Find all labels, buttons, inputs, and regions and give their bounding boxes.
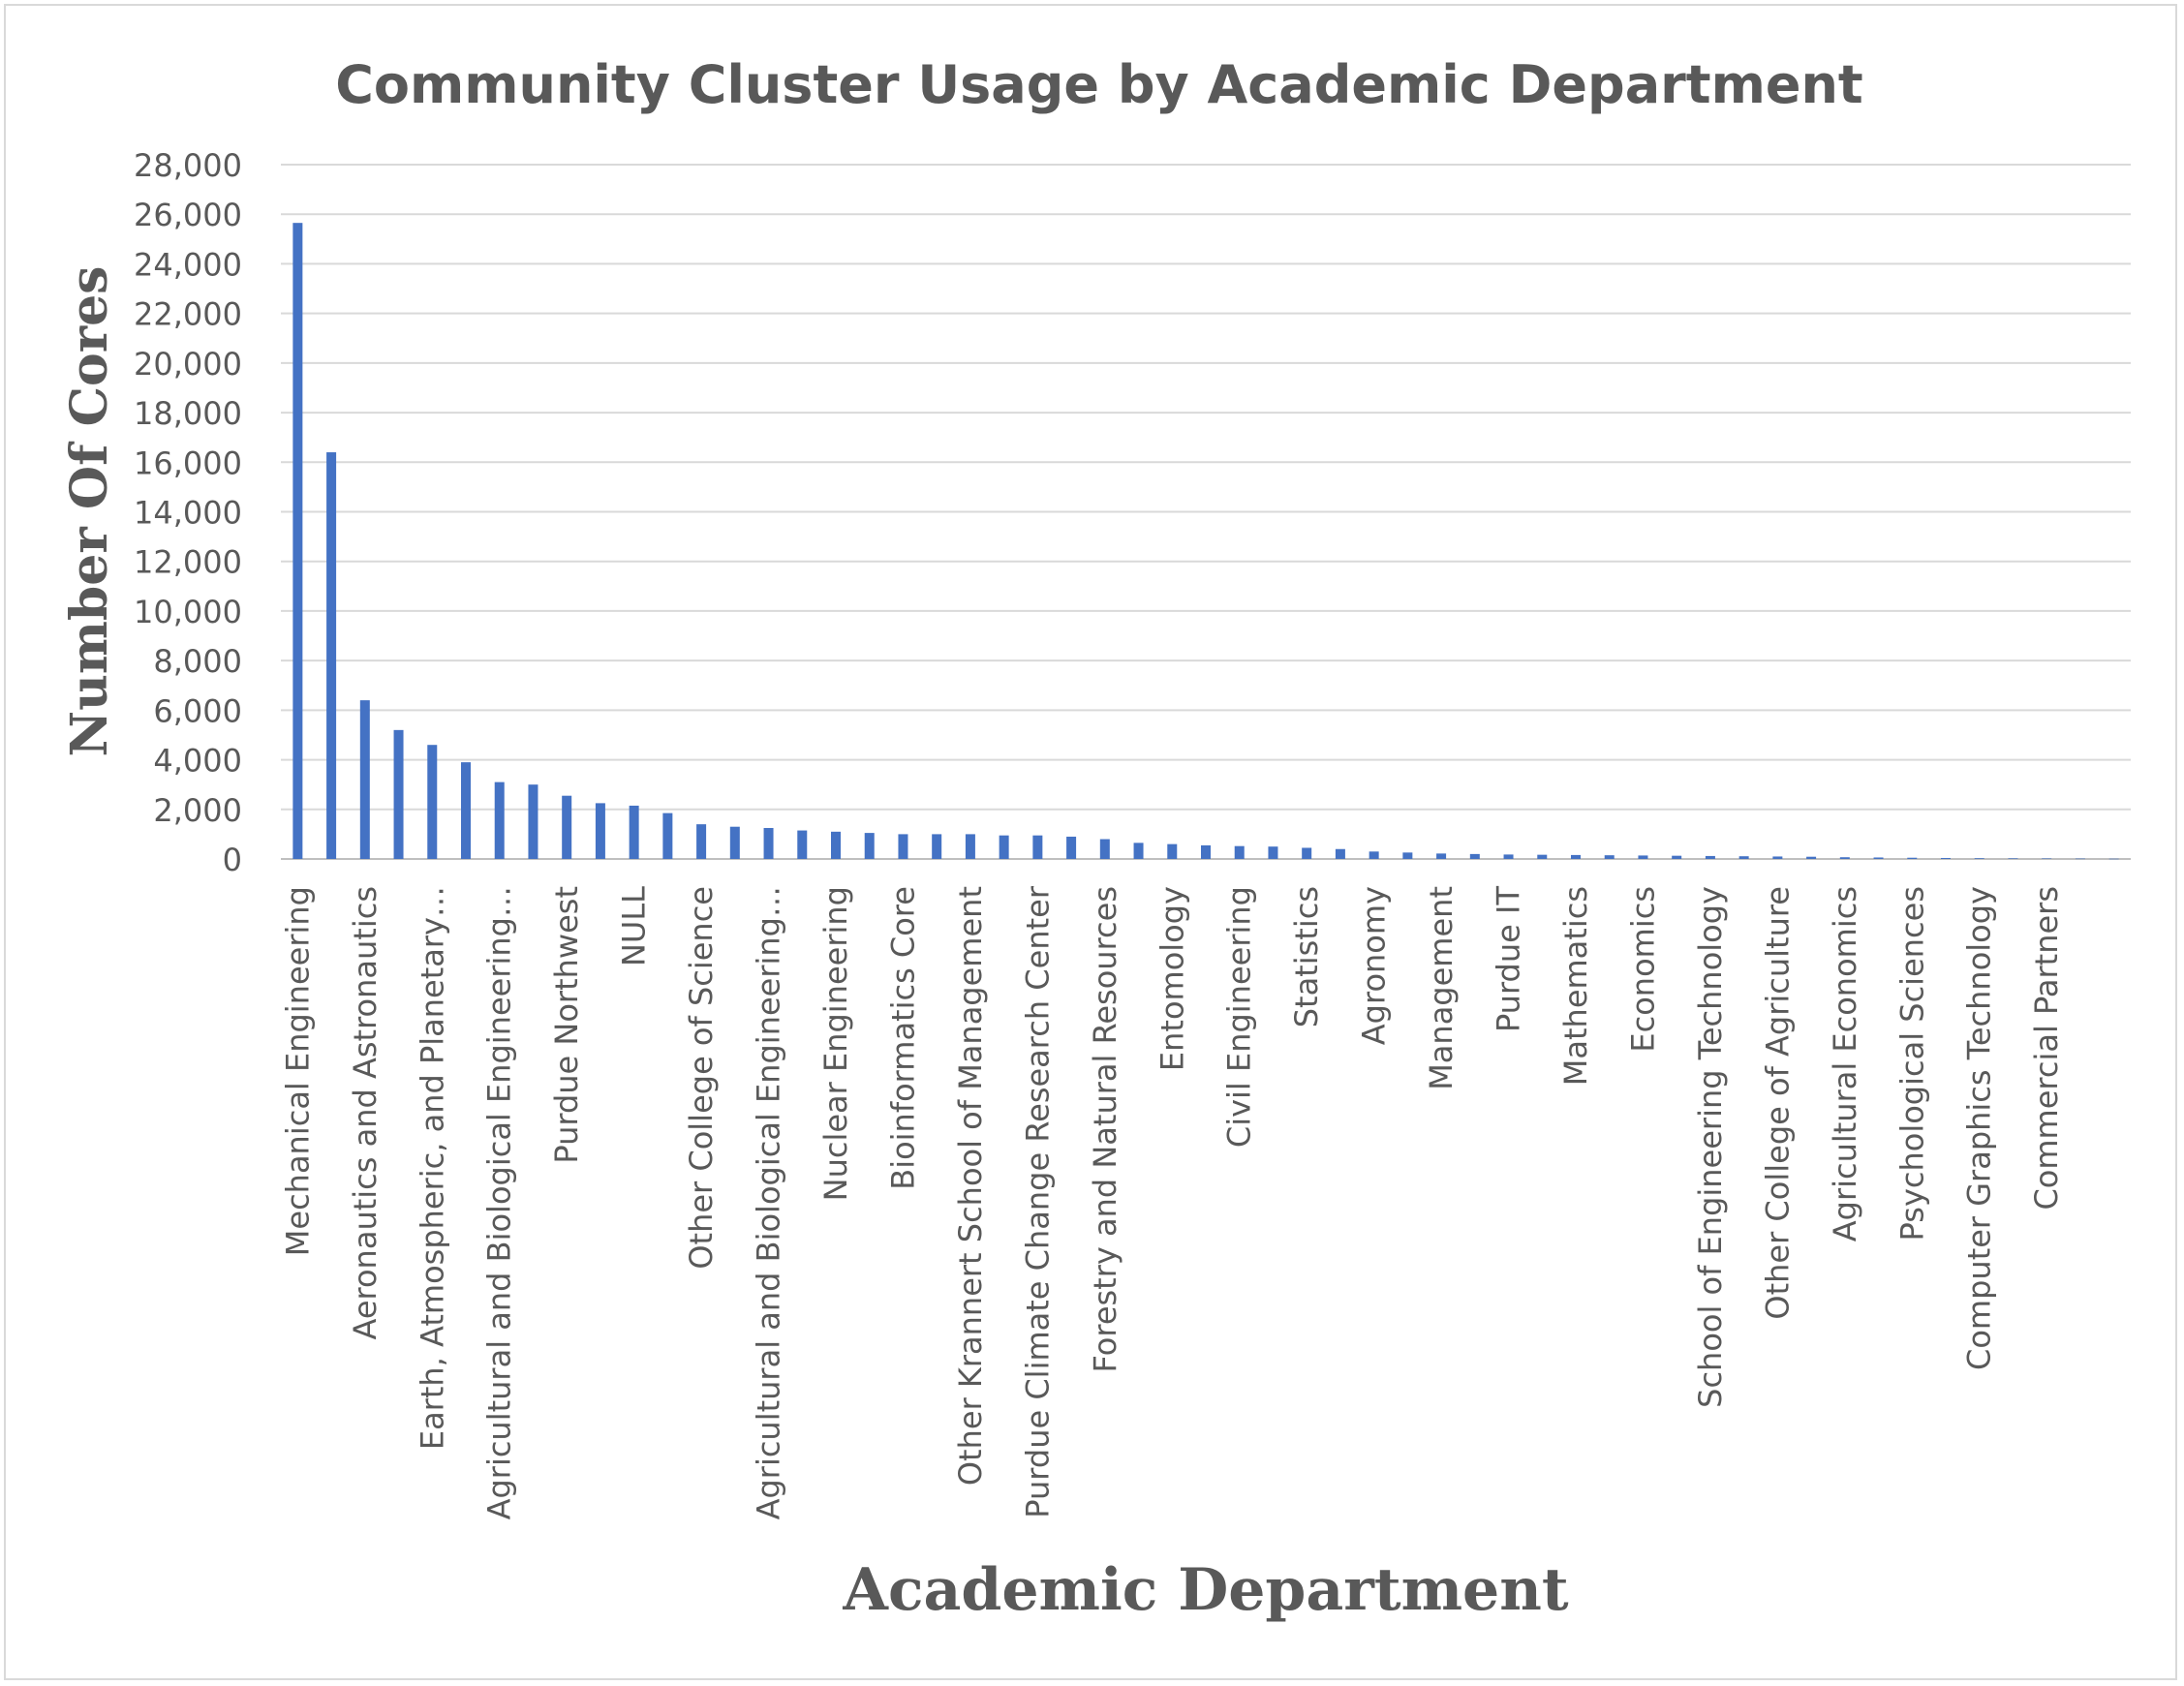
x-tick-label: NULL (615, 886, 653, 967)
chart-title: Community Cluster Usage by Academic Department (335, 54, 1863, 115)
y-tick-label: 4,000 (153, 742, 242, 780)
x-tick-label: Agricultural and Biological Engineering… (750, 886, 787, 1520)
bar (1436, 853, 1446, 859)
bar (1504, 854, 1514, 859)
x-tick-label: Nuclear Engineering (817, 886, 854, 1202)
bar (932, 834, 941, 859)
bar (764, 828, 774, 859)
y-tick-label: 20,000 (134, 345, 242, 383)
y-tick-label: 10,000 (134, 593, 242, 630)
x-tick-label: Purdue IT (1490, 886, 1527, 1033)
y-axis-title: Number Of Cores (60, 265, 119, 757)
bar (1840, 857, 1850, 859)
bar (1134, 843, 1144, 859)
x-tick-label: Agricultural and Biological Engineering… (480, 886, 518, 1520)
bar (966, 834, 975, 859)
bar (1302, 847, 1311, 859)
y-tick-label: 6,000 (153, 692, 242, 730)
x-tick-label: Purdue Northwest (548, 886, 586, 1164)
y-tick-label: 18,000 (134, 395, 242, 433)
y-tick-label: 12,000 (134, 543, 242, 581)
x-axis-tick-labels (279, 885, 2065, 1519)
bar (360, 700, 370, 859)
x-tick-label: Purdue Climate Change Research Center (1019, 886, 1057, 1518)
bar (1032, 836, 1042, 859)
y-axis-tick-labels (134, 147, 242, 878)
bar (898, 834, 907, 859)
bar (2008, 858, 2017, 859)
bar (1772, 856, 1782, 859)
x-tick-label: Mathematics (1557, 886, 1594, 1087)
bar (1369, 851, 1379, 859)
bar (1638, 855, 1647, 859)
x-tick-label: Economics (1624, 886, 1662, 1053)
bar (1336, 849, 1345, 859)
x-tick-label: Bioinformatics Core (884, 886, 922, 1190)
x-tick-label: Management (1423, 886, 1461, 1090)
x-tick-label: Other Krannert School of Management (951, 886, 989, 1487)
bar (1268, 846, 1277, 859)
bar (326, 452, 336, 859)
y-tick-label: 28,000 (134, 147, 242, 184)
y-tick-label: 2,000 (153, 791, 242, 829)
bar (1066, 837, 1076, 859)
bar (730, 827, 740, 859)
x-tick-label: Forestry and Natural Resources (1086, 886, 1123, 1373)
bar (1201, 845, 1211, 859)
y-tick-label: 14,000 (134, 494, 242, 532)
bar (2109, 859, 2119, 860)
bar (1975, 858, 1984, 859)
bar (1571, 855, 1581, 859)
bar (1537, 855, 1547, 859)
bar (1706, 856, 1715, 859)
y-tick-label: 8,000 (153, 643, 242, 681)
bar (1605, 855, 1615, 859)
bar (831, 832, 841, 859)
bar (394, 730, 404, 859)
bar (1672, 856, 1681, 859)
x-tick-label: Entomology (1154, 886, 1191, 1072)
y-tick-label: 22,000 (134, 295, 242, 333)
bar (461, 762, 471, 859)
x-tick-label: Other College of Science (683, 886, 721, 1270)
x-tick-label: Civil Engineering (1220, 886, 1258, 1149)
bar (1402, 852, 1412, 859)
bar (865, 833, 875, 859)
bar (2076, 859, 2085, 860)
bar (797, 831, 807, 859)
y-tick-label: 0 (222, 842, 242, 878)
bar (1470, 854, 1480, 859)
bar (1874, 857, 1884, 859)
bar (427, 745, 437, 859)
bar (562, 796, 571, 859)
bar (596, 803, 605, 859)
y-tick-label: 24,000 (134, 246, 242, 284)
bar (1739, 856, 1749, 859)
x-axis-title: Academic Department (843, 1556, 1569, 1624)
bars (292, 223, 2118, 859)
x-tick-label: Other College of Agriculture (1759, 886, 1797, 1320)
x-tick-label: Mechanical Engineering (279, 886, 317, 1257)
x-tick-label: Psychological Sciences (1893, 886, 1931, 1242)
x-tick-label: Agricultural Economics (1826, 886, 1863, 1242)
x-tick-label: Aeronautics and Astronautics (346, 886, 384, 1340)
x-tick-label: Agronomy (1355, 886, 1393, 1046)
bar (1167, 844, 1177, 859)
x-tick-label: Earth, Atmospheric, and Planetary… (414, 886, 451, 1451)
bar (2042, 858, 2051, 859)
y-tick-label: 16,000 (134, 444, 242, 482)
bar (528, 784, 538, 859)
bar (1100, 840, 1110, 859)
bar (1235, 846, 1245, 859)
x-tick-label: Computer Graphics Technology (1960, 886, 1998, 1370)
bar (1941, 858, 1951, 859)
bar (292, 223, 302, 859)
bar (1806, 857, 1816, 859)
x-tick-label: Commercial Partners (2028, 886, 2066, 1211)
x-tick-label: School of Engineering Technology (1691, 886, 1729, 1408)
bar (1000, 836, 1009, 859)
bar (696, 824, 706, 859)
bar (662, 813, 672, 859)
gridlines (281, 165, 2131, 859)
y-tick-label: 26,000 (134, 197, 242, 234)
bar (495, 782, 505, 859)
bar (630, 806, 639, 859)
bar (1907, 858, 1917, 859)
x-tick-label: Statistics (1288, 886, 1326, 1028)
